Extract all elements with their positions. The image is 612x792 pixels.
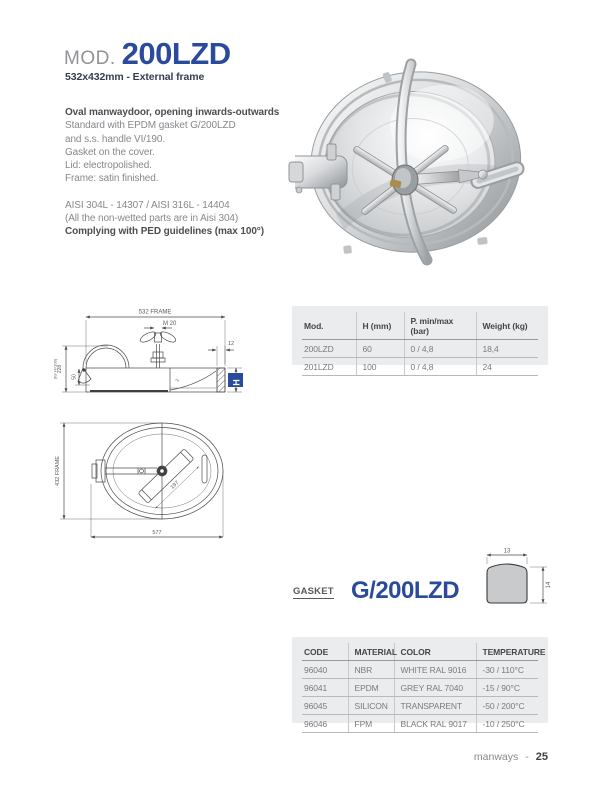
side-hinge-dim: 50 [71,374,78,380]
cell: BLACK RAL 9017 [394,715,476,733]
column-header: Mod. [302,312,356,340]
cell: WHITE RAL 9016 [394,661,476,679]
table-row [302,661,538,679]
top-handle-dim: 197 [169,480,181,491]
page-footer [474,751,548,763]
cell: 0 / 4,8 [404,358,476,376]
side-height-dim: 228 [57,364,63,374]
table-row [302,340,538,358]
cell: 96045 [302,697,348,715]
side-thread-dim: M 20 [163,321,177,327]
spec-table [302,312,538,376]
column-header: MATERIAL [348,643,394,661]
gasket-label: GASKET [293,586,334,597]
cell: 18,4 [476,340,538,358]
description-line: and s.s. handle VI/190. [65,133,165,145]
side-angle-dim: 2 [174,378,180,383]
cell: TRANSPARENT [394,697,476,715]
column-header: CODE [302,643,348,661]
compliance-note: Complying with PED guidelines (max 100°) [65,226,264,238]
table-row [302,697,538,715]
gasket-profile-drawing [473,546,558,614]
column-header: Weight (kg) [476,312,538,340]
column-header: H (mm) [356,312,404,340]
cell: 200LZD [302,340,356,358]
top-width-dim: 577 [152,530,162,536]
top-view-drawing [50,404,255,547]
page-title [64,36,231,72]
product-photo [283,56,541,268]
gasket-height-dim: 14 [546,581,552,589]
cell: 96041 [302,679,348,697]
side-edge-dim: 12 [228,341,235,347]
gasket-table [302,643,546,733]
description-line: Frame: satin finished. [65,173,159,185]
cell: EPDM [348,679,394,697]
column-header: TEMPERATURE [476,643,538,661]
column-header: COLOR [394,643,476,661]
description-line: Gasket on the cover. [65,146,155,158]
side-width-dim: 532 FRAME [138,309,172,316]
gasket-code: G/200LZD [351,577,460,604]
footer-section: manways [473,751,519,763]
cell: 0 / 4,8 [404,340,476,358]
materials-line: AISI 304L - 14307 / AISI 316L - 14404 [65,199,230,211]
materials-block [65,199,310,239]
cell: 96040 [302,661,348,679]
gasket-width-dim: 13 [503,548,511,555]
h-dim-label: H [231,379,242,386]
cell: 201LZD [302,358,356,376]
side-height-note: (for H=100) [52,358,58,380]
spec-header-row [302,312,538,340]
table-row [302,679,538,697]
cell: -30 / 110°C [476,661,538,679]
cell: 24 [476,358,538,376]
cell: -10 / 250°C [476,715,538,733]
cell: -50 / 200°C [476,697,538,715]
product-description [65,106,310,239]
model-prefix: MOD. [64,48,116,69]
cell: GREY RAL 7040 [394,679,476,697]
table-row [302,715,538,733]
footer-separator: - [525,751,529,763]
page-number: 25 [535,751,548,763]
description-line: Standard with EPDM gasket G/200LZD [65,120,236,132]
cell: FPM [348,715,394,733]
cell: 60 [356,340,404,358]
cell: SILICON [348,697,394,715]
materials-line: (All the non-wetted parts are in Aisi 304) [65,213,239,225]
cell: 96046 [302,715,348,733]
spec-table-panel [292,306,548,372]
description-line: Lid: electropolished. [65,160,152,172]
table-row [302,358,538,376]
model-number: 200LZD [121,36,231,71]
side-view-drawing [50,300,255,412]
page-subtitle: 532x432mm - External frame [65,71,205,83]
cell: NBR [348,661,394,679]
cell: 100 [356,358,404,376]
top-height-dim: 432 FRAME [55,456,61,486]
gasket-table-panel [292,637,548,729]
column-header: P. min/max (bar) [404,312,476,340]
description-heading: Oval manwaydoor, opening inwards-outwards [65,107,280,118]
cell: -15 / 90°C [476,679,538,697]
gasket-header-row [302,643,538,661]
